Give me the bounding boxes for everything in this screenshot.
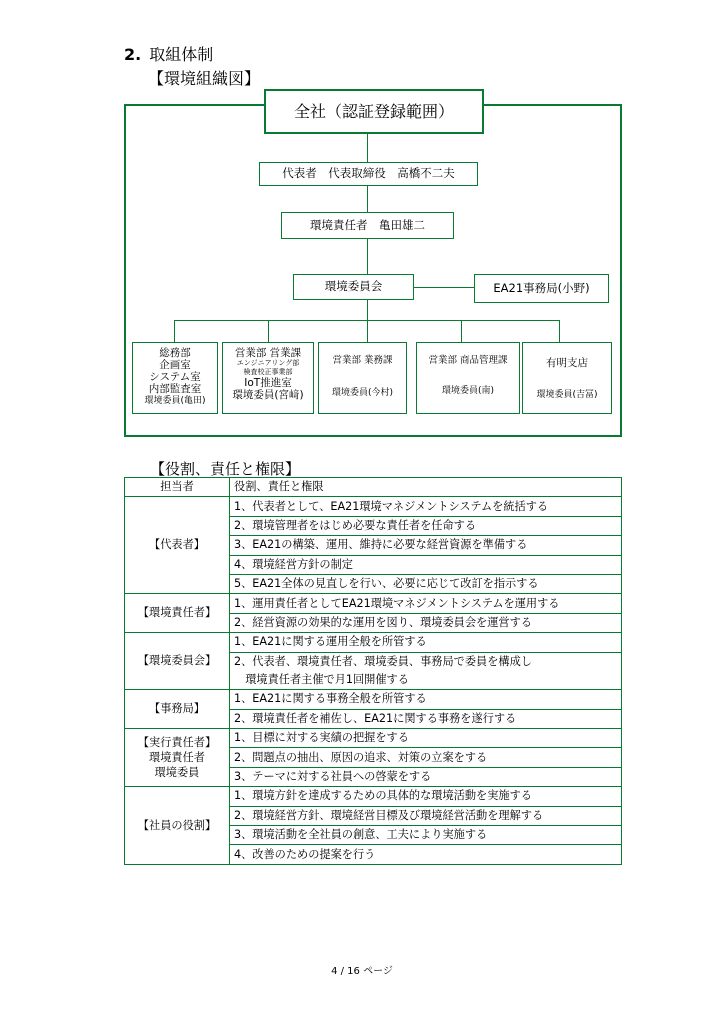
role-item: 3、テーマに対する社員への啓蒙をする — [230, 767, 622, 786]
role-item: 3、EA21の構築、運用、維持に必要な経営資源を準備する — [230, 536, 622, 555]
dept-name: 営業部 業務課 — [332, 355, 393, 366]
role-item: 2、経営資源の効果的な運用を図り、環境委員会を運営する — [230, 613, 622, 632]
dept-box-sales — [222, 342, 314, 414]
dept-box-ariake-branch — [522, 342, 612, 414]
role-item: 2、問題点の抽出、原因の追求、対策の立案をする — [230, 748, 622, 767]
company-box: 全社（認証登録範囲） — [264, 89, 484, 134]
dept-name: 有明支店 — [546, 357, 588, 369]
section-title: 取組体制 — [149, 45, 214, 64]
dept-subname: 検査校正事業部 — [243, 368, 293, 376]
connector-line — [461, 320, 462, 342]
table-row — [125, 787, 622, 806]
dept-member: 環境委員(吉冨) — [536, 390, 598, 401]
dept-name: 営業部 営業課 — [234, 347, 302, 359]
connector-line — [268, 320, 269, 342]
role-item: 1、目標に対する実績の把握をする — [230, 729, 622, 748]
connector-line — [367, 185, 368, 212]
role-item: 1、環境方針を達成するための具体的な環境活動を実施する — [230, 787, 622, 806]
table-row — [125, 729, 622, 748]
role-item: 4、環境経営方針の制定 — [230, 555, 622, 574]
roles-table — [124, 477, 622, 865]
table-row — [125, 497, 622, 516]
section-heading — [124, 42, 213, 65]
dept-member: 環境委員(南) — [441, 386, 495, 397]
table-row — [125, 594, 622, 613]
connector-line — [367, 320, 368, 342]
committee-box: 環境委員会 — [293, 274, 414, 300]
role-item: 1、EA21に関する事務全般を所管する — [230, 690, 622, 709]
dept-box-product-mgmt — [416, 342, 520, 414]
representative-box: 代表者 代表取締役 高橋不二夫 — [259, 162, 478, 186]
table-row — [125, 690, 622, 709]
column-header: 役割、責任と権限 — [230, 478, 622, 497]
connector-line — [414, 287, 474, 288]
dept-subname: エンジニアリング部 — [236, 359, 300, 367]
role-owner-cell: 【環境責任者】 — [125, 594, 230, 633]
dept-name: 企画室 — [159, 359, 191, 371]
column-header: 担当者 — [125, 478, 230, 497]
role-item: 2、環境管理者をはじめ必要な責任者を任命する — [230, 516, 622, 535]
dept-member: 環境委員(宮﨑) — [232, 389, 304, 401]
role-owner-cell: 【実行責任者】 環境責任者 環境委員 — [125, 729, 230, 787]
dept-name: システム室 — [149, 371, 201, 383]
role-item: 環境責任者主催で月1回開催する — [230, 671, 622, 690]
dept-box-general-affairs — [132, 342, 218, 414]
role-item: 1、運用責任者としてEA21環境マネジメントシステムを運用する — [230, 594, 622, 613]
table-row — [125, 633, 622, 652]
role-item: 1、代表者として、EA21環境マネジメントシステムを統括する — [230, 497, 622, 516]
connector-line — [559, 320, 560, 342]
dept-member: 環境委員(亀田) — [144, 396, 206, 407]
dept-box-operations — [318, 342, 407, 414]
role-item: 1、EA21に関する運用全般を所管する — [230, 633, 622, 652]
role-owner-cell: 【環境委員会】 — [125, 633, 230, 690]
table-header-row — [125, 478, 622, 497]
role-item: 3、環境活動を全社員の創意、工夫により実施する — [230, 826, 622, 845]
dept-name: 総務部 — [159, 347, 191, 359]
roles-title: 【役割、責任と権限】 — [150, 460, 301, 478]
dept-name: 内部監査室 — [148, 383, 202, 395]
role-item: 5、EA21全体の見直しを行い、必要に応じて改訂を指示する — [230, 574, 622, 593]
org-chart-frame — [124, 101, 622, 437]
dept-name: 営業部 商品管理課 — [428, 355, 508, 366]
role-owner-cell: 【社員の役割】 — [125, 787, 230, 865]
role-item: 2、環境責任者を補佐し、EA21に関する事務を遂行する — [230, 709, 622, 728]
section-number: 2. — [124, 45, 142, 64]
page-number: 4 / 16 ページ — [331, 966, 393, 977]
connector-line — [174, 320, 175, 342]
connector-line — [367, 300, 368, 320]
connector-line — [367, 239, 368, 274]
org-chart-title: 【環境組織図】 — [148, 69, 261, 88]
role-item: 2、環境経営方針、環境経営目標及び環境経営活動を理解する — [230, 806, 622, 825]
role-owner-cell: 【代表者】 — [125, 497, 230, 594]
manager-box: 環境責任者 亀田雄二 — [281, 212, 454, 239]
dept-name: IoT推進室 — [244, 377, 292, 389]
role-item: 4、改善のための提案を行う — [230, 845, 622, 864]
role-owner-cell: 【事務局】 — [125, 690, 230, 729]
dept-member: 環境委員(今村) — [331, 388, 394, 399]
connector-line — [367, 134, 368, 162]
role-item: 2、代表者、環境責任者、環境委員、事務局で委員を構成し — [230, 652, 622, 671]
secretariat-box: EA21事務局(小野) — [474, 274, 609, 303]
